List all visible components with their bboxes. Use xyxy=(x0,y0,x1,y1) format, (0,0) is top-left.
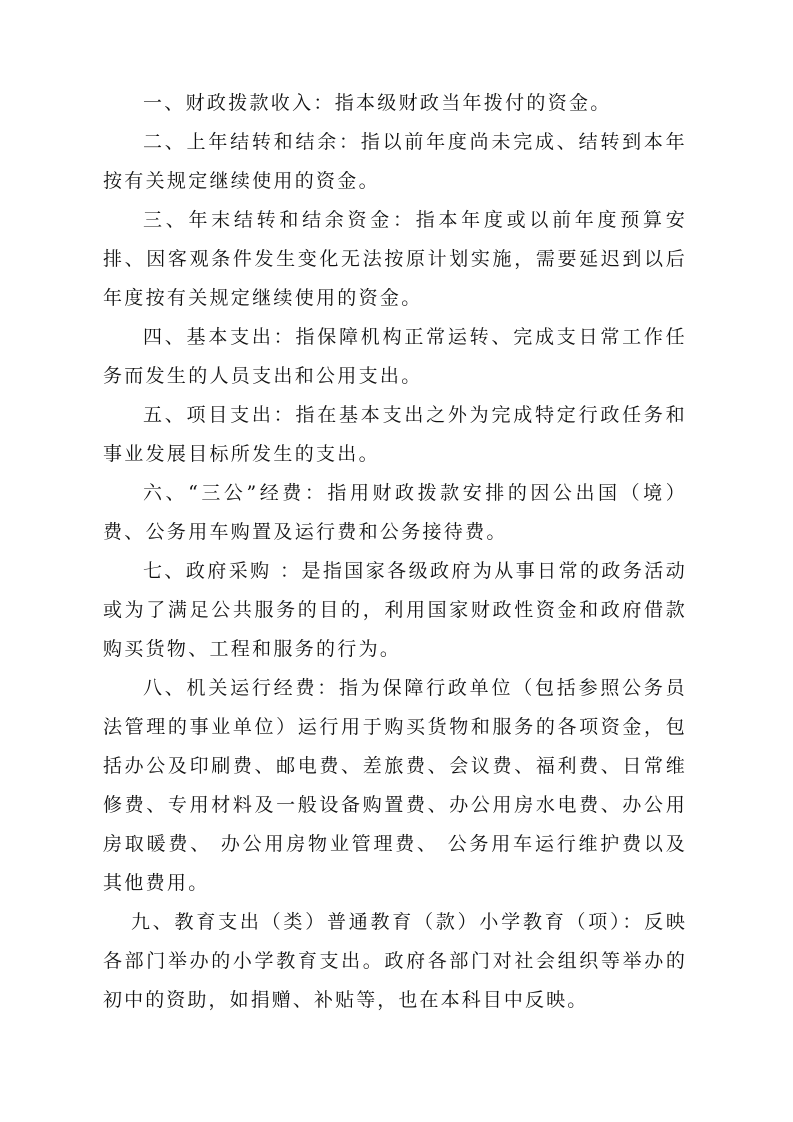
paragraph-project-expenditure: 五、项目支出：指在基本支出之外为完成特定行政任务和事业发展目标所发生的支出。 xyxy=(103,404,687,465)
paragraph-prior-year-carryover: 二、上年结转和结余：指以前年度尚未完成、结转到本年按有关规定继续使用的资金。 xyxy=(103,131,687,192)
paragraph-agency-operating-funds: 八、机关运行经费：指为保障行政单位（包括参照公务员法管理的事业单位）运行用于购买货物和服务的各项资金，包括办公及印刷费、邮电费、差旅费、会议费、福利费、日常维修费、专用材料及一般设备购置费、办公用房水电费、办公用房取暖费、 办公用房物业管理费、 公务用车运行维护费以及其他费用。 xyxy=(103,677,687,894)
paragraph-fiscal-appropriation-income: 一、财政拨款收入：指本级财政当年拨付的资金。 xyxy=(143,92,612,114)
paragraph-year-end-carryover: 三、年末结转和结余资金：指本年度或以前年度预算安排、因客观条件发生变化无法按原计划实施，需要延迟到以后年度按有关规定继续使用的资金。 xyxy=(103,209,687,309)
paragraph-government-procurement: 七、政府采购 ：是指国家各级政府为从事日常的政务活动或为了满足公共服务的目的，利用国家财政性资金和政府借款购买货物、工程和服务的行为。 xyxy=(103,560,687,660)
paragraph-three-public-expenses: 六、“三公”经费：指用财政拨款安排的因公出国（境）费、公务用车购置及运行费和公务接待费。 xyxy=(103,482,687,543)
paragraph-basic-expenditure: 四、基本支出：指保障机构正常运转、完成支日常工作任务而发生的人员支出和公用支出。 xyxy=(103,326,687,387)
paragraph-education-expenditure: 九、教育支出（类）普通教育（款）小学教育（项）：反映各部门举办的小学教育支出。政府各部门对社会组织等举办的初中的资助，如捐赠、补贴等，也在本科目中反映。 xyxy=(103,911,687,1011)
